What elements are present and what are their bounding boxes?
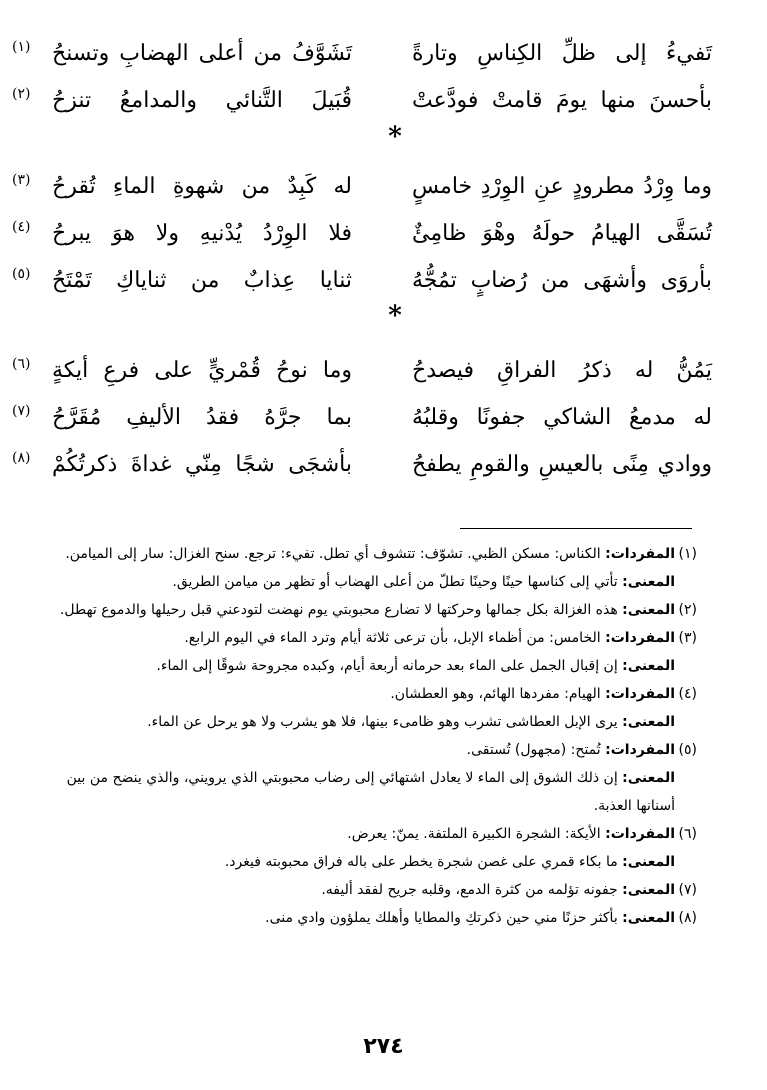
verse-second-hemistich: قُبَيلَ التَّنائي والمدامعُ تنزحُ — [52, 88, 352, 113]
verse-first-hemistich: بأحسنَ منها يومَ قامتْ فودَّعتْ — [412, 88, 712, 113]
verse-second-hemistich: وما نوحُ قُمْريٍّ على فرعِ أيكةٍ — [52, 358, 352, 383]
footnote — [57, 708, 697, 736]
verse-second-hemistich: بما جرَّهُ فقدُ الأليفِ مُقَرَّحُ — [52, 405, 352, 430]
footnote-text: الكناس: مسكن الظبي. تشوّف: تتشوف أي تطل. تفيء: ترجع. سنح الغزال: سار إلى الميامن. — [65, 546, 601, 562]
footnote — [57, 904, 697, 932]
footnote-number: (٥) — [678, 742, 697, 758]
footnote — [57, 876, 697, 904]
footnote-label: المعنى: — [622, 910, 675, 926]
footnote-label: المعنى: — [622, 770, 675, 786]
verse-line — [12, 347, 712, 394]
footnote — [57, 540, 697, 568]
verse-line — [12, 163, 712, 210]
verse-line — [12, 441, 712, 488]
verse-first-hemistich: يَمُنُّ له ذكرُ الفراقِ فيصدحُ — [412, 358, 712, 383]
footnote — [57, 848, 697, 876]
stanza-1 — [12, 30, 712, 124]
footnote — [57, 568, 697, 596]
stanza-2 — [12, 163, 712, 304]
footnote — [57, 680, 697, 708]
footnote-label: المعنى: — [622, 658, 675, 674]
footnotes — [57, 540, 697, 932]
footnote-marker: (٨) — [12, 450, 31, 466]
footnote-label: المفردات: — [605, 630, 675, 646]
footnote-label: المعنى: — [622, 574, 675, 590]
footnote — [57, 764, 697, 820]
footnote-label: المفردات: — [605, 826, 675, 842]
verse-first-hemistich: تُسَقَّى الهيامُ حولَهُ وهْوَ ظامِئٌ — [412, 221, 712, 246]
footnote-text: الأيكة: الشجرة الكبيرة الملتفة. يمنّ: يعرض. — [347, 826, 601, 842]
footnote-marker: (٤) — [12, 219, 31, 235]
footnote-label: المعنى: — [622, 602, 675, 618]
footnote-number: (٢) — [678, 602, 697, 618]
verse-line — [12, 30, 712, 77]
footnote-number: (٦) — [678, 826, 697, 842]
footnote-text: جفونه تؤلمه من كثرة الدمع، وقلبه جريح لفقد أليفه. — [321, 882, 618, 898]
verse-first-hemistich: بأروَى وأشهَى من رُضابٍ تمُجُّهُ — [412, 268, 712, 293]
footnote-number: (٧) — [678, 882, 697, 898]
footnote-text: هذه الغزالة بكل جمالها وحركتها لا تضارع محبوبتي يوم نهضت لتودعني قبل رحيلها والدموع تهطل. — [59, 602, 618, 618]
verse-first-hemistich: وما وِرْدُ مطرودٍ عنِ الوِرْدِ خامسٍ — [412, 174, 712, 199]
footnote-marker: (٦) — [12, 356, 31, 372]
footnote-text: بأكثر حزنًا مني حين ذكرتكِ والمطايا وأهلك يملؤون وادي منى. — [265, 910, 618, 926]
footnote-marker: (٥) — [12, 266, 31, 282]
verse-second-hemistich: فلا الوِرْدُ يُدْنيهِ ولا هوَ يبرحُ — [52, 221, 352, 246]
verse-line — [12, 257, 712, 304]
footnote-label: المعنى: — [622, 854, 675, 870]
footnote-text: الهيام: مفردها الهائم، وهو العطشان. — [390, 686, 601, 702]
footnote-marker: (٧) — [12, 403, 31, 419]
footnote — [57, 596, 697, 624]
verse-second-hemistich: تَشَوَّفُ من أعلى الهضابِ وتسنحُ — [52, 41, 352, 66]
footnote-number: (٤) — [678, 686, 697, 702]
section-separator: * — [388, 122, 402, 152]
footnote-number: (٣) — [678, 630, 697, 646]
footnote-text: يرى الإبل العطاشى تشرب وهو ظامىء بينها، فلا هو يشرب ولا هو يرحل عن الماء. — [147, 714, 618, 730]
verse-second-hemistich: ثنايا عِذابٌ من ثناياكِ تَمْتَحُ — [52, 268, 352, 293]
footnote — [57, 736, 697, 764]
footnote-text: إن ذلك الشوق إلى الماء لا يعادل اشتهائي إلى رضاب محبوبتي الذي يرويني، والذي ينضح من بين أسنانها العذبة. — [66, 770, 675, 814]
footnote-number: (٨) — [678, 910, 697, 926]
footnote-text: تُمتح: (مجهول) تُستقى. — [466, 742, 601, 758]
verse-line — [12, 210, 712, 257]
footnote — [57, 624, 697, 652]
verse-first-hemistich: تَفيءُ إلى ظلِّ الكِناسِ وتارةً — [412, 41, 712, 66]
footnote-marker: (٣) — [12, 172, 31, 188]
footnote-text: تأتي إلى كناسها حينًا وحينًا تطلّ من أعلى الهضاب أو تظهر من ميامن الطريق. — [172, 574, 618, 590]
footnote — [57, 820, 697, 848]
footnote-text: ما بكاء قمري على غصن شجرة يخطر على باله فراق محبوبته فيغرد. — [224, 854, 618, 870]
verse-line — [12, 77, 712, 124]
verse-second-hemistich: بأشجَى شجًا مِنّي غداةَ ذكرتُكُمْ — [52, 452, 352, 477]
footnote-text: الخامس: من أظماء الإبل، بأن ترعى ثلاثة أيام وترد الماء في اليوم الرابع. — [184, 630, 601, 646]
stanza-3 — [12, 347, 712, 488]
verse-first-hemistich: ووادي مِنًى بالعيسِ والقومِ يطفحُ — [412, 452, 712, 477]
footnote-label: المعنى: — [622, 714, 675, 730]
page-number: ٢٧٤ — [363, 1034, 404, 1059]
footnote-label: المعنى: — [622, 882, 675, 898]
section-separator: * — [388, 301, 402, 331]
footnote-label: المفردات: — [605, 742, 675, 758]
footnote-label: المفردات: — [605, 686, 675, 702]
footnote-number: (١) — [678, 546, 697, 562]
verse-first-hemistich: له مدمعُ الشاكي جفونًا وقلبُهُ — [412, 405, 712, 430]
footnote — [57, 652, 697, 680]
footnote-marker: (٢) — [12, 86, 31, 102]
footnote-marker: (١) — [12, 39, 31, 55]
verse-line — [12, 394, 712, 441]
footnote-text: إن إقبال الجمل على الماء بعد حرمانه أربعة أيام، وكبده مجروحة شوقًا إلى الماء. — [156, 658, 618, 674]
footnote-label: المفردات: — [605, 546, 675, 562]
verse-second-hemistich: له كَبِدٌ من شهوةِ الماءِ تُقرحُ — [52, 174, 352, 199]
footnote-divider — [460, 528, 692, 529]
